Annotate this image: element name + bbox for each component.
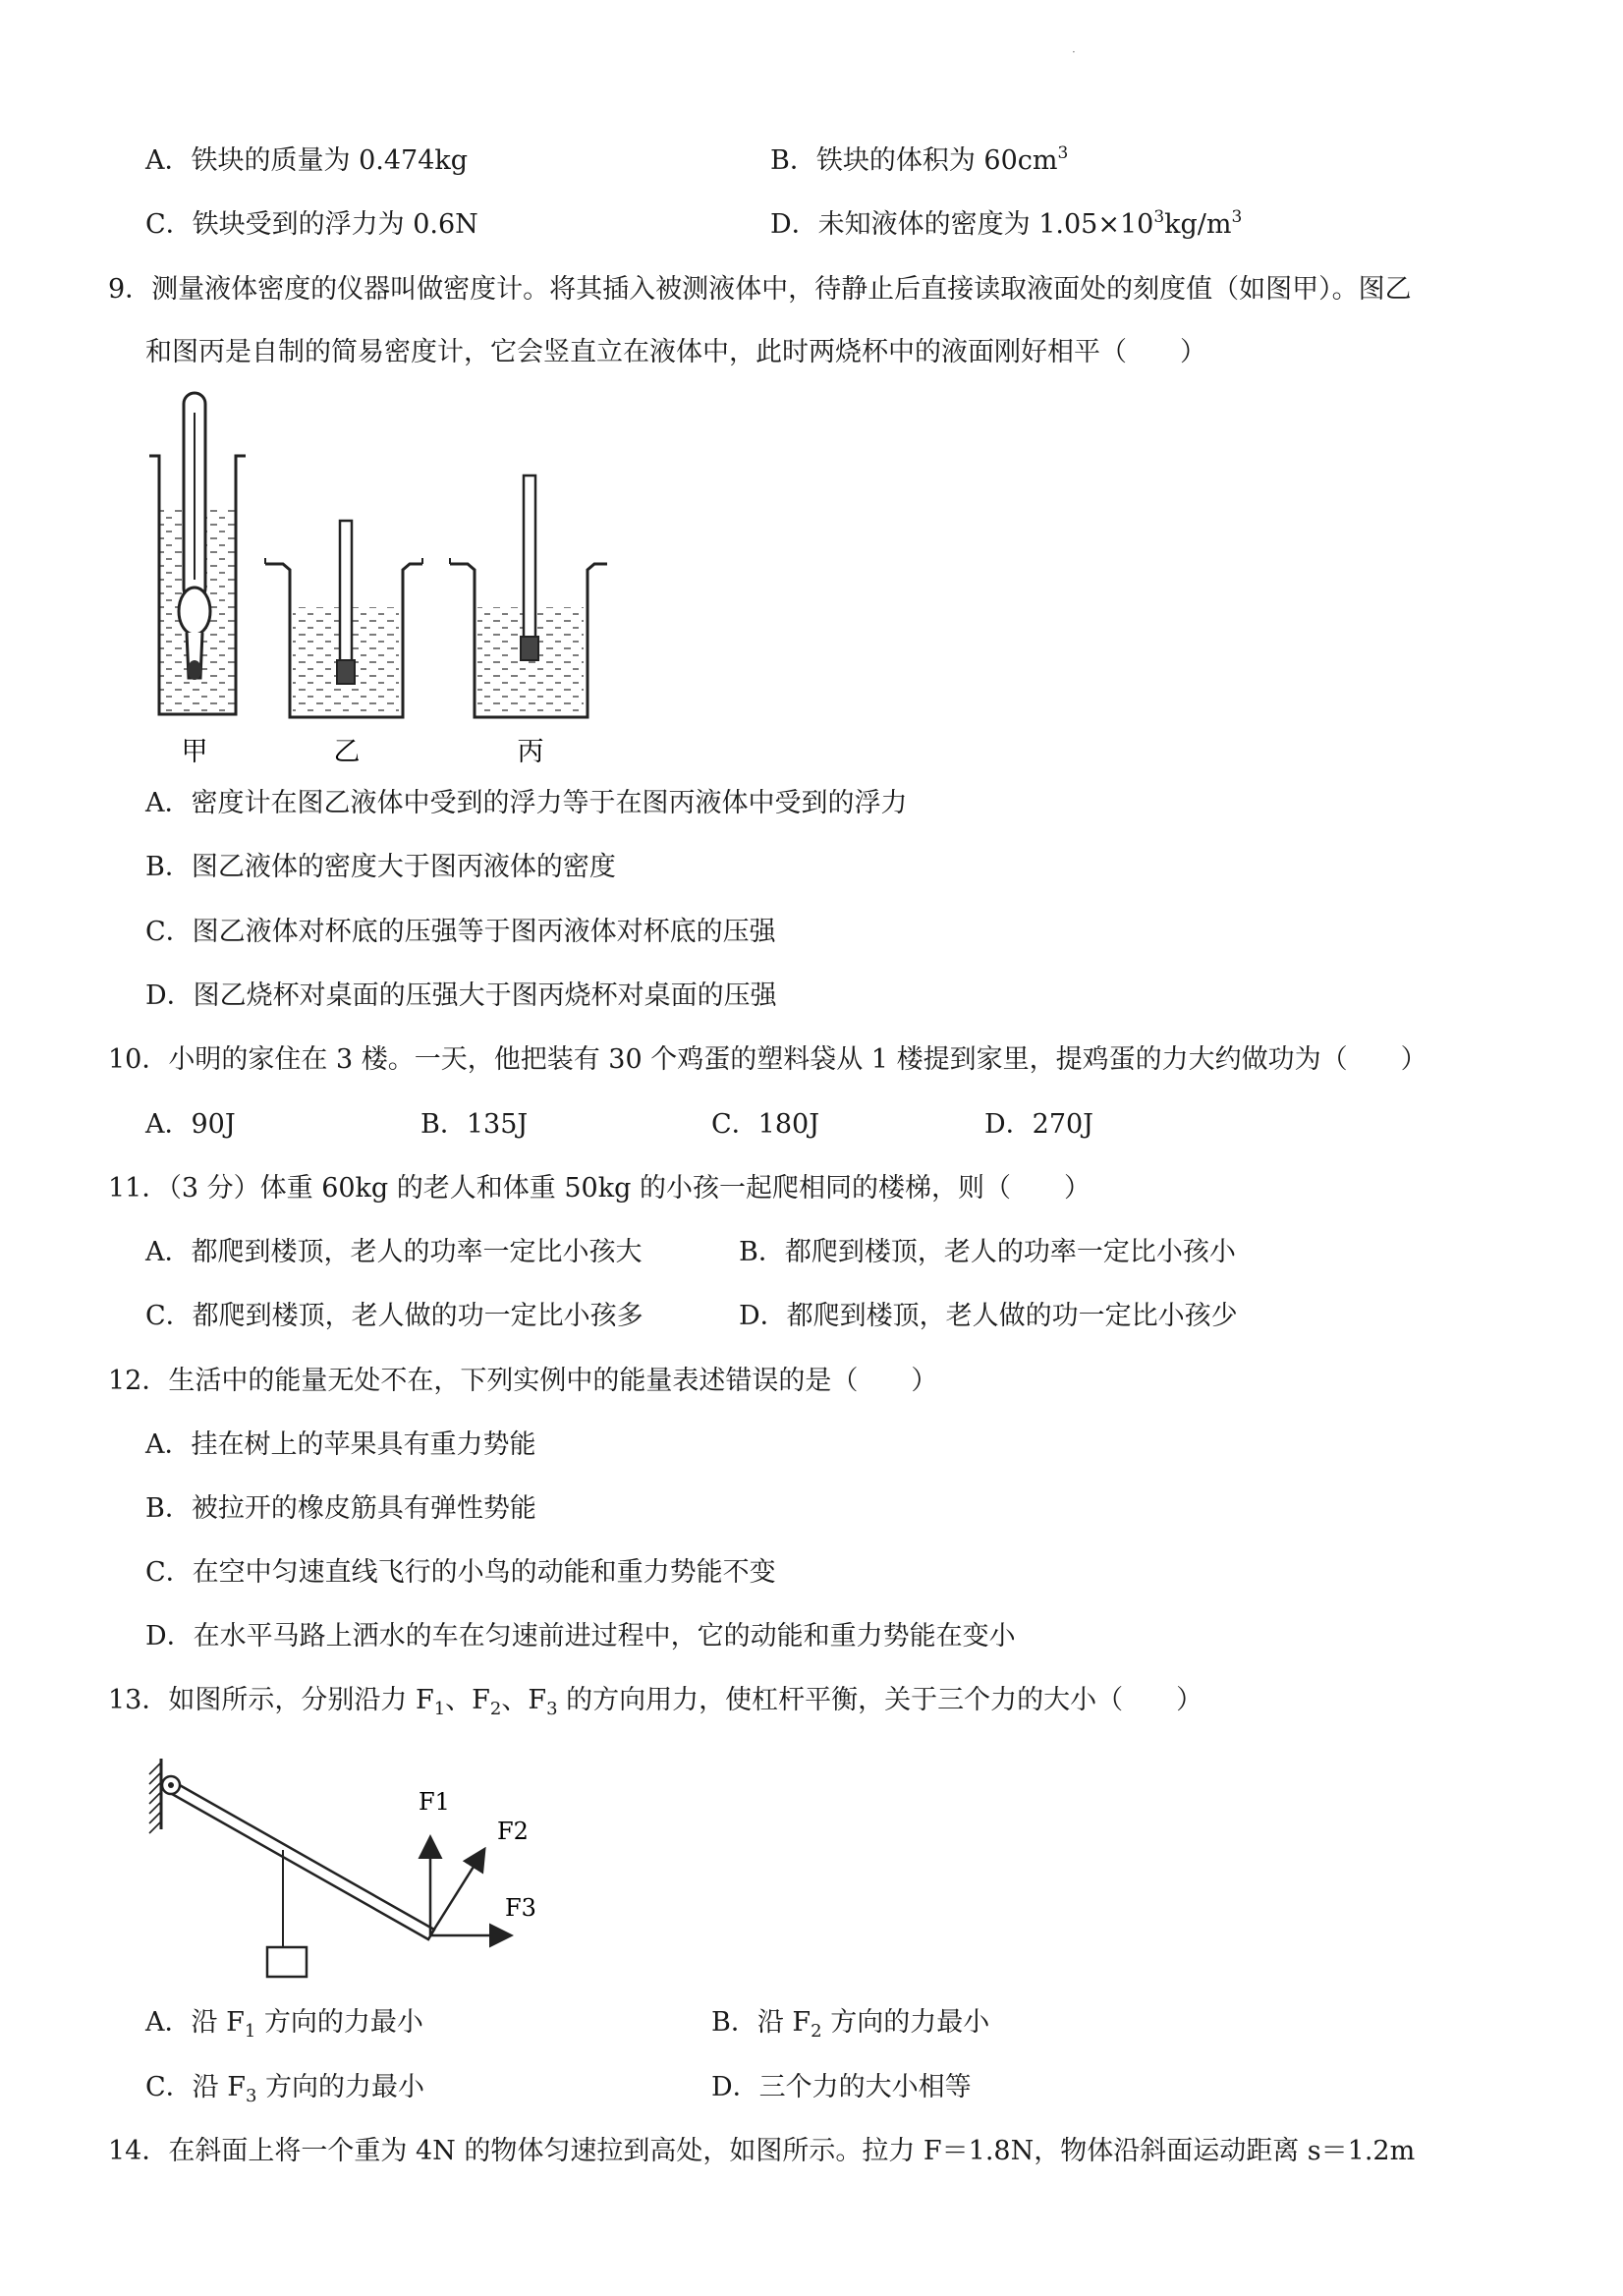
q10-option-b: B．135J bbox=[420, 1109, 529, 1140]
page-mark: · bbox=[1072, 45, 1076, 59]
q12-stem: 12．生活中的能量无处不在，下列实例中的能量表述错误的是（ ） bbox=[108, 1366, 938, 1396]
q8-option-a: A．铁块的质量为 0.474kg bbox=[145, 145, 469, 176]
q10-option-a: A．90J bbox=[145, 1109, 236, 1140]
q11-option-a: A．都爬到楼顶，老人的功率一定比小孩大 bbox=[145, 1237, 643, 1267]
q10-option-d: D．270J bbox=[984, 1109, 1094, 1140]
q8-option-b: B．铁块的体积为 $60cm^3$ bbox=[770, 143, 1069, 176]
q13-option-d: D．三个力的大小相等 bbox=[711, 2072, 972, 2102]
label-f3: F3 bbox=[505, 1894, 536, 1922]
label-bing: 丙 bbox=[517, 737, 544, 767]
label-yi: 乙 bbox=[333, 737, 361, 767]
label-f2: F2 bbox=[497, 1818, 529, 1845]
q9-option-c: C．图乙液体对杯底的压强等于图丙液体对杯底的压强 bbox=[145, 917, 776, 947]
q9-option-d: D．图乙烧杯对桌面的压强大于图丙烧杯对桌面的压强 bbox=[145, 980, 777, 1011]
q12-option-d: D．在水平马路上洒水的车在匀速前进过程中，它的动能和重力势能在变小 bbox=[145, 1621, 1016, 1652]
label-jia: 甲 bbox=[181, 737, 208, 767]
beaker-bing bbox=[450, 476, 607, 717]
q14-stem: 14．在斜面上将一个重为 4N 的物体匀速拉到高处，如图所示。拉力 F＝1.8N，物体沿斜面运动距离 s＝1.2m bbox=[108, 2136, 1416, 2166]
q13-stem: 13．如图所示，分别沿力 $F_1$、$F_2$、$F_3$ 的方向用力，使杠杆平衡，关于三个力的大小（ ） bbox=[108, 1685, 1203, 1719]
q12-option-b: B．被拉开的橡皮筋具有弹性势能 bbox=[145, 1493, 536, 1524]
q13-option-a: A．沿 $F_1$ 方向的力最小 bbox=[145, 2007, 423, 2042]
beaker-yi bbox=[265, 521, 422, 717]
q10-option-c: C．180J bbox=[711, 1109, 820, 1140]
q9-stem-line1: 9．测量液体密度的仪器叫做密度计。将其插入被测液体中，待静止后直接读取液面处的刻度值（如图甲）。图乙 bbox=[108, 274, 1412, 305]
hydrometer-figure bbox=[138, 383, 609, 776]
lever-figure bbox=[138, 1749, 550, 1985]
q9-option-b: B．图乙液体的密度大于图丙液体的密度 bbox=[145, 852, 616, 882]
q11-stem: 11．（3 分）体重 60kg 的老人和体重 50kg 的小孩一起爬相同的楼梯，则（ ） bbox=[108, 1173, 1091, 1204]
q11-option-d: D．都爬到楼顶，老人做的功一定比小孩少 bbox=[739, 1301, 1238, 1331]
q9-option-a: A．密度计在图乙液体中受到的浮力等于在图丙液体中受到的浮力 bbox=[145, 788, 908, 818]
q11-option-b: B．都爬到楼顶，老人的功率一定比小孩小 bbox=[739, 1237, 1236, 1267]
label-f1: F1 bbox=[419, 1788, 450, 1816]
cylinder-jia bbox=[149, 393, 246, 714]
q9-stem-line2: 和图丙是自制的简易密度计，它会竖直立在液体中，此时两烧杯中的液面刚好相平（ ） bbox=[145, 337, 1206, 367]
q12-option-a: A．挂在树上的苹果具有重力势能 bbox=[145, 1429, 536, 1460]
q11-option-c: C．都爬到楼顶，老人做的功一定比小孩多 bbox=[145, 1301, 644, 1331]
q8-option-c: C．铁块受到的浮力为 0.6N bbox=[145, 209, 478, 240]
q10-stem: 10．小明的家住在 3 楼。一天，他把装有 30 个鸡蛋的塑料袋从 1 楼提到家里，提鸡蛋的力大约做功为（ ） bbox=[108, 1044, 1427, 1075]
q8-option-d: D．未知液体的密度为 $1.05\times 10^3kg/m^3$ bbox=[770, 207, 1243, 240]
q12-option-c: C．在空中匀速直线飞行的小鸟的动能和重力势能不变 bbox=[145, 1557, 776, 1588]
q13-option-b: B．沿 $F_2$ 方向的力最小 bbox=[711, 2007, 990, 2042]
q13-option-c: C．沿 $F_3$ 方向的力最小 bbox=[145, 2072, 425, 2106]
